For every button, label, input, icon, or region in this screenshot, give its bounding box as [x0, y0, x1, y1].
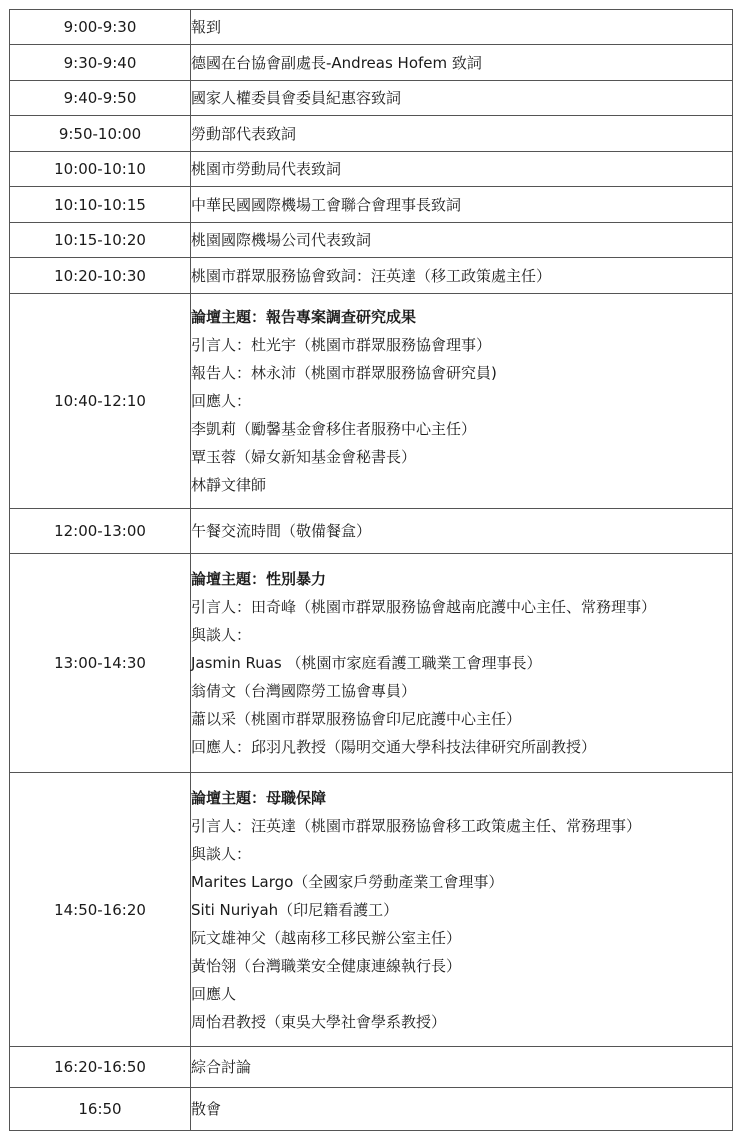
- content-cell: [191, 81, 733, 116]
- agenda-row: [10, 116, 733, 152]
- content-line: 阮文雄神父（越南移工移民辦公室主任）: [191, 928, 462, 947]
- agenda-row: [10, 258, 733, 294]
- content-cell: [191, 1088, 733, 1131]
- content-cell: [191, 258, 733, 294]
- time-cell: 10:00-10:10: [10, 152, 191, 187]
- content-line: 回應人: [191, 984, 237, 1003]
- time-cell: 10:15-10:20: [10, 223, 191, 258]
- content-cell: [191, 509, 733, 554]
- content-line: 綜合討論: [191, 1058, 252, 1076]
- content-cell: [191, 10, 733, 45]
- content-line: 午餐交流時間（敬備餐盒）: [191, 522, 372, 540]
- time-cell: 13:00-14:30: [10, 554, 191, 773]
- content-line: 散會: [191, 1100, 222, 1118]
- agenda-row: [10, 1088, 733, 1131]
- forum-topic-title: 論壇主題：性別暴力: [191, 570, 327, 588]
- content-line: 勞動部代表致詞: [191, 124, 297, 143]
- content-cell: [191, 223, 733, 258]
- content-line: 回應人：: [191, 392, 252, 410]
- agenda-row: [10, 187, 733, 223]
- content-cell: [191, 187, 733, 223]
- content-line: 黃怡翎（台灣職業安全健康連線執行長）: [191, 956, 462, 975]
- agenda-row: [10, 554, 733, 773]
- content-line: Jasmin Ruas （桃園市家庭看護工職業工會理事長）: [191, 654, 542, 672]
- content-line: 蕭以采（桃園市群眾服務協會印尼庇護中心主任）: [191, 710, 522, 728]
- agenda-row: [10, 294, 733, 509]
- content-line: 覃玉蓉（婦女新知基金會秘書長）: [191, 448, 417, 466]
- content-line: 桃園市勞動局代表致詞: [191, 160, 342, 178]
- agenda-row: [10, 152, 733, 187]
- content-line: 桃園市群眾服務協會致詞：汪英達（移工政策處主任）: [191, 266, 552, 285]
- agenda-row: [10, 1047, 733, 1088]
- content-line: 中華民國國際機場工會聯合會理事長致詞: [191, 195, 462, 214]
- content-line: Siti Nuriyah（印尼籍看護工）: [191, 900, 399, 919]
- content-line: 與談人：: [191, 844, 252, 863]
- forum-topic-title: 論壇主題：報告專案調查研究成果: [191, 308, 417, 326]
- content-line: 引言人：汪英達（桃園市群眾服務協會移工政策處主任、常務理事）: [191, 816, 642, 835]
- time-cell: 9:00-9:30: [10, 10, 191, 45]
- content-line: Marites Largo（全國家戶勞動產業工會理事）: [191, 872, 504, 891]
- content-line: 報告人：林永沛（桃園市群眾服務協會研究員): [191, 364, 497, 382]
- agenda-row: [10, 10, 733, 45]
- time-cell: 10:10-10:15: [10, 187, 191, 223]
- content-cell: [191, 294, 733, 509]
- agenda-row: [10, 45, 733, 81]
- agenda-body: [10, 10, 733, 1131]
- content-cell: [191, 45, 733, 81]
- content-line: 周怡君教授（東吳大學社會學系教授）: [191, 1012, 447, 1031]
- content-line: 李凱莉（勵馨基金會移住者服務中心主任）: [191, 420, 477, 438]
- content-line: 引言人：田奇峰（桃園市群眾服務協會越南庇護中心主任、常務理事）: [191, 598, 657, 616]
- time-cell: 9:30-9:40: [10, 45, 191, 81]
- content-line: 國家人權委員會委員紀惠容致詞: [191, 89, 402, 107]
- agenda-row: [10, 509, 733, 554]
- time-cell: 10:20-10:30: [10, 258, 191, 294]
- forum-topic-title: 論壇主題：母職保障: [191, 788, 327, 807]
- content-line: 翁倩文（台灣國際勞工協會專員）: [191, 682, 417, 700]
- agenda-row: [10, 773, 733, 1047]
- agenda-row: [10, 81, 733, 116]
- content-line: 回應人：邱羽凡教授（陽明交通大學科技法律研究所副教授）: [191, 738, 597, 756]
- content-line: 林靜文律師: [191, 476, 267, 494]
- content-line: 德國在台協會副處長-Andreas Hofem 致詞: [191, 53, 482, 72]
- content-line: 與談人：: [191, 626, 252, 644]
- content-line: 引言人：杜光宇（桃園市群眾服務協會理事）: [191, 336, 492, 354]
- agenda-table: [9, 9, 733, 1131]
- content-cell: [191, 116, 733, 152]
- content-line: 報到: [191, 18, 222, 36]
- agenda-row: [10, 223, 733, 258]
- content-cell: [191, 1047, 733, 1088]
- time-cell: 16:20-16:50: [10, 1047, 191, 1088]
- time-cell: 10:40-12:10: [10, 294, 191, 509]
- time-cell: 14:50-16:20: [10, 773, 191, 1047]
- content-cell: [191, 152, 733, 187]
- content-line: 桃園國際機場公司代表致詞: [191, 231, 372, 249]
- time-cell: 9:50-10:00: [10, 116, 191, 152]
- time-cell: 16:50: [10, 1088, 191, 1131]
- time-cell: 12:00-13:00: [10, 509, 191, 554]
- content-cell: [191, 554, 733, 773]
- content-cell: [191, 773, 733, 1047]
- time-cell: 9:40-9:50: [10, 81, 191, 116]
